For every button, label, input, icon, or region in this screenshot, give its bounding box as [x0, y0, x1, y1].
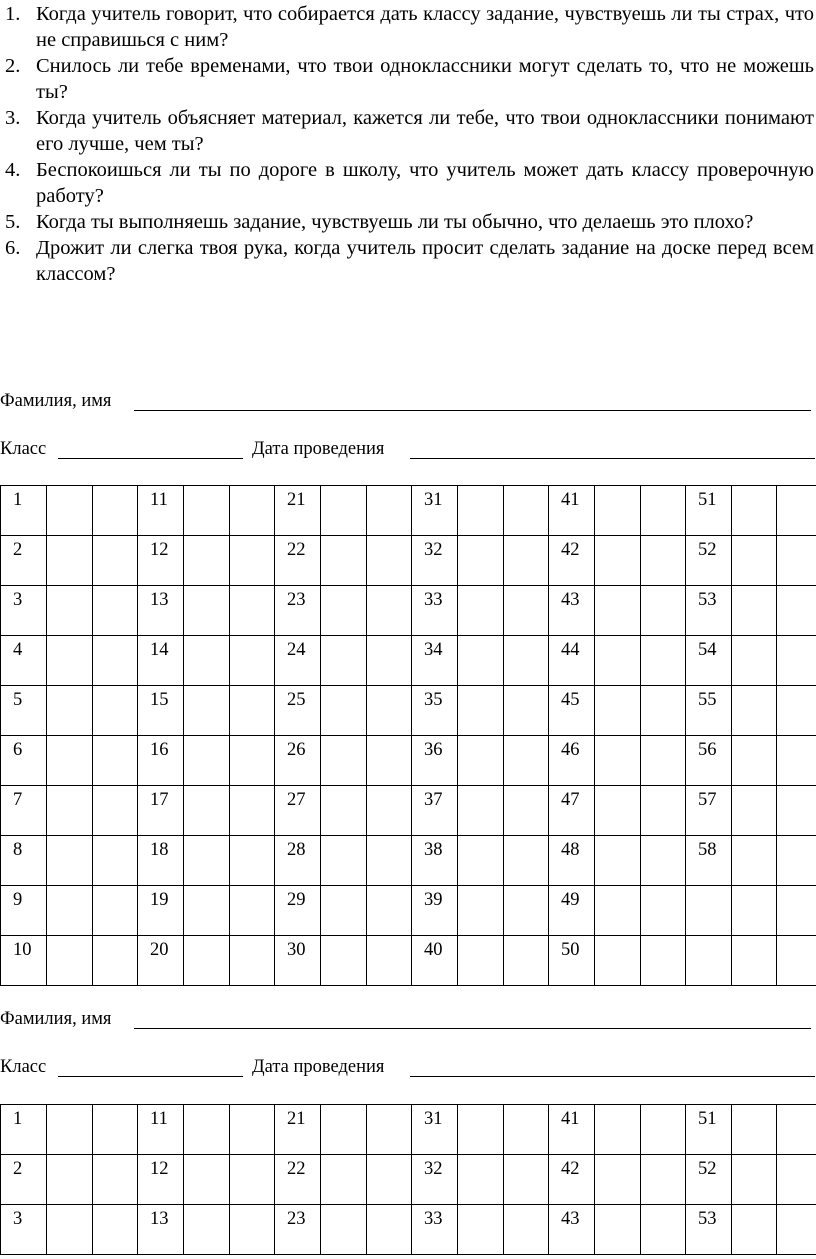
grid-answer-cell[interactable] [367, 886, 412, 936]
question-text: Дрожит ли слегка твоя рука, когда учитель просит сделать задание на доске перед всем классом? [36, 237, 814, 285]
grid-answer-cell[interactable] [641, 886, 686, 936]
grid-answer-cell[interactable] [367, 486, 412, 536]
question-text: Когда ты выполняешь задание, чувствуешь ли ты обычно, что делаешь это плохо? [36, 211, 754, 233]
grid-answer-cell[interactable] [367, 686, 412, 736]
grid-answer-cell[interactable] [367, 786, 412, 836]
grid-number-cell: 26 [275, 736, 321, 786]
grid-answer-cell[interactable] [777, 1155, 816, 1205]
grid-row [1, 1155, 816, 1205]
grid-answer-cell[interactable] [504, 586, 549, 636]
grid-answer-cell[interactable] [230, 886, 275, 936]
grid-answer-cell[interactable] [367, 936, 412, 986]
grid-answer-cell[interactable] [595, 886, 641, 936]
grid-answer-cell[interactable] [732, 786, 777, 836]
grid-answer-cell[interactable] [93, 936, 138, 986]
grid-answer-cell[interactable] [47, 536, 93, 586]
grid-answer-cell[interactable] [321, 736, 367, 786]
grid-answer-cell[interactable] [595, 536, 641, 586]
grid-answer-cell[interactable] [641, 686, 686, 736]
question-number: 4. [5, 159, 21, 181]
grid-answer-cell[interactable] [184, 1155, 230, 1205]
grid-answer-cell[interactable] [458, 536, 504, 586]
grid-answer-cell[interactable] [184, 536, 230, 586]
grid-number-cell [686, 886, 732, 936]
date-label: Дата проведения [252, 1057, 385, 1077]
grid-answer-cell[interactable] [641, 586, 686, 636]
grid-answer-cell[interactable] [47, 936, 93, 986]
grid-number-cell: 46 [549, 736, 595, 786]
grid-answer-cell[interactable] [777, 736, 816, 786]
grid-answer-cell[interactable] [732, 486, 777, 536]
question-list [0, 0, 816, 287]
grid-row [1, 836, 816, 886]
grid-answer-cell[interactable] [93, 586, 138, 636]
grid-answer-cell[interactable] [595, 486, 641, 536]
grid-answer-cell[interactable] [230, 736, 275, 786]
grid-answer-cell[interactable] [732, 1155, 777, 1205]
grid-answer-cell[interactable] [732, 936, 777, 986]
grid-number-cell: 8 [1, 836, 47, 886]
grid-answer-cell[interactable] [641, 736, 686, 786]
grid-number-cell: 32 [412, 1155, 458, 1205]
grid-number-cell: 13 [138, 1205, 184, 1255]
grid-answer-cell[interactable] [184, 586, 230, 636]
answer-grid [0, 485, 816, 986]
grid-answer-cell[interactable] [458, 836, 504, 886]
grid-answer-cell[interactable] [321, 636, 367, 686]
grid-answer-cell[interactable] [641, 936, 686, 986]
grid-answer-cell[interactable] [641, 1155, 686, 1205]
class-label: Класс [0, 1057, 47, 1077]
grid-number-cell: 14 [138, 636, 184, 686]
grid-answer-cell[interactable] [504, 786, 549, 836]
grid-number-cell: 27 [275, 786, 321, 836]
grid-number-cell: 20 [138, 936, 184, 986]
grid-answer-cell[interactable] [458, 1105, 504, 1155]
grid-number-cell: 36 [412, 736, 458, 786]
grid-answer-cell[interactable] [595, 1205, 641, 1255]
grid-number-cell: 39 [412, 886, 458, 936]
grid-number-cell: 24 [275, 636, 321, 686]
grid-number-cell: 50 [549, 936, 595, 986]
grid-answer-cell[interactable] [595, 586, 641, 636]
grid-number-cell: 43 [549, 586, 595, 636]
grid-number-cell: 34 [412, 636, 458, 686]
grid-answer-cell[interactable] [230, 1155, 275, 1205]
grid-number-cell: 41 [549, 486, 595, 536]
grid-answer-cell[interactable] [93, 836, 138, 886]
grid-number-cell: 4 [1, 636, 47, 686]
class-row [0, 439, 46, 460]
grid-number-cell: 42 [549, 536, 595, 586]
grid-answer-cell[interactable] [47, 886, 93, 936]
grid-number-cell: 56 [686, 736, 732, 786]
grid-answer-cell[interactable] [777, 636, 816, 686]
grid-answer-cell[interactable] [47, 686, 93, 736]
grid-number-cell: 38 [412, 836, 458, 886]
grid-number-cell: 13 [138, 586, 184, 636]
grid-answer-cell[interactable] [184, 1105, 230, 1155]
grid-row [1, 636, 816, 686]
grid-answer-cell[interactable] [777, 586, 816, 636]
question-number: 3. [5, 107, 21, 129]
grid-number-cell: 22 [275, 536, 321, 586]
grid-answer-cell[interactable] [641, 536, 686, 586]
grid-answer-cell[interactable] [504, 1205, 549, 1255]
name-row [0, 391, 111, 412]
grid-answer-cell[interactable] [47, 736, 93, 786]
grid-row [1, 1105, 816, 1155]
grid-answer-cell[interactable] [504, 1105, 549, 1155]
question-number: 1. [5, 3, 21, 25]
grid-number-cell: 42 [549, 1155, 595, 1205]
grid-answer-cell[interactable] [230, 536, 275, 586]
grid-answer-cell[interactable] [458, 886, 504, 936]
grid-answer-cell[interactable] [184, 636, 230, 686]
grid-row [1, 686, 816, 736]
grid-number-cell: 52 [686, 536, 732, 586]
grid-answer-cell[interactable] [458, 1155, 504, 1205]
grid-answer-cell[interactable] [230, 1205, 275, 1255]
grid-answer-cell[interactable] [230, 836, 275, 886]
grid-row [1, 1205, 816, 1255]
question-item [0, 105, 816, 157]
grid-answer-cell[interactable] [641, 786, 686, 836]
grid-number-cell: 16 [138, 736, 184, 786]
grid-answer-cell[interactable] [777, 786, 816, 836]
grid-row [1, 886, 816, 936]
grid-answer-cell[interactable] [230, 936, 275, 986]
grid-answer-cell[interactable] [458, 1205, 504, 1255]
grid-answer-cell[interactable] [184, 486, 230, 536]
grid-number-cell: 19 [138, 886, 184, 936]
grid-answer-cell[interactable] [732, 636, 777, 686]
class-field[interactable] [58, 458, 243, 459]
grid-number-cell: 58 [686, 836, 732, 886]
grid-row [1, 786, 816, 836]
grid-number-cell: 2 [1, 536, 47, 586]
grid-answer-cell[interactable] [504, 1155, 549, 1205]
grid-number-cell: 33 [412, 586, 458, 636]
grid-answer-cell[interactable] [367, 1155, 412, 1205]
question-text: Когда учитель объясняет материал, кажется ли тебе, что твои одноклассники понимают его лучше, чем ты? [36, 107, 814, 155]
grid-number-cell: 10 [1, 936, 47, 986]
grid-answer-cell[interactable] [641, 636, 686, 686]
grid-answer-cell[interactable] [47, 1105, 93, 1155]
grid-answer-cell[interactable] [504, 536, 549, 586]
grid-number-cell: 7 [1, 786, 47, 836]
grid-answer-cell[interactable] [47, 586, 93, 636]
grid-answer-cell[interactable] [47, 1205, 93, 1255]
grid-answer-cell[interactable] [321, 686, 367, 736]
grid-answer-cell[interactable] [47, 786, 93, 836]
grid-answer-cell[interactable] [504, 486, 549, 536]
grid-answer-cell[interactable] [93, 786, 138, 836]
grid-number-cell: 53 [686, 1205, 732, 1255]
grid-number-cell: 1 [1, 1105, 47, 1155]
grid-number-cell: 29 [275, 886, 321, 936]
grid-number-cell: 21 [275, 486, 321, 536]
grid-number-cell: 57 [686, 786, 732, 836]
date-field[interactable] [410, 458, 815, 459]
grid-answer-cell[interactable] [595, 1105, 641, 1155]
grid-number-cell: 49 [549, 886, 595, 936]
grid-answer-cell[interactable] [321, 1205, 367, 1255]
grid-number-cell: 23 [275, 1205, 321, 1255]
grid-answer-cell[interactable] [458, 736, 504, 786]
grid-row [1, 736, 816, 786]
grid-number-cell: 51 [686, 1105, 732, 1155]
grid-number-cell: 40 [412, 936, 458, 986]
grid-answer-cell[interactable] [458, 936, 504, 986]
grid-answer-cell[interactable] [184, 886, 230, 936]
grid-answer-cell[interactable] [732, 686, 777, 736]
grid-number-cell: 3 [1, 586, 47, 636]
grid-number-cell: 23 [275, 586, 321, 636]
question-number: 5. [5, 211, 21, 233]
grid-answer-cell[interactable] [47, 636, 93, 686]
grid-row [1, 586, 816, 636]
grid-answer-cell[interactable] [732, 886, 777, 936]
grid-answer-cell[interactable] [777, 686, 816, 736]
grid-number-cell: 44 [549, 636, 595, 686]
grid-number-cell: 37 [412, 786, 458, 836]
question-item [0, 209, 816, 235]
grid-row [1, 536, 816, 586]
grid-answer-cell[interactable] [367, 736, 412, 786]
grid-number-cell: 12 [138, 536, 184, 586]
grid-number-cell: 52 [686, 1155, 732, 1205]
grid-number-cell: 3 [1, 1205, 47, 1255]
question-text: Снилось ли тебе временами, что твои одноклассники могут сделать то, что не можешь ты? [36, 55, 814, 103]
grid-answer-cell[interactable] [367, 536, 412, 586]
grid-number-cell: 1 [1, 486, 47, 536]
grid-answer-cell[interactable] [184, 736, 230, 786]
grid-answer-cell[interactable] [230, 586, 275, 636]
grid-answer-cell[interactable] [595, 836, 641, 886]
question-item [0, 235, 816, 287]
grid-number-cell: 25 [275, 686, 321, 736]
grid-answer-cell[interactable] [732, 1105, 777, 1155]
name-field[interactable] [134, 1028, 811, 1029]
grid-answer-cell[interactable] [595, 636, 641, 686]
grid-answer-cell[interactable] [47, 486, 93, 536]
grid-answer-cell[interactable] [641, 486, 686, 536]
grid-answer-cell[interactable] [367, 836, 412, 886]
grid-answer-cell[interactable] [732, 586, 777, 636]
grid-answer-cell[interactable] [230, 686, 275, 736]
grid-answer-cell[interactable] [321, 836, 367, 886]
grid-answer-cell[interactable] [230, 636, 275, 686]
grid-number-cell: 28 [275, 836, 321, 886]
grid-number-cell: 31 [412, 486, 458, 536]
grid-answer-cell[interactable] [595, 786, 641, 836]
grid-answer-cell[interactable] [641, 836, 686, 886]
grid-answer-cell[interactable] [321, 586, 367, 636]
grid-answer-cell[interactable] [504, 886, 549, 936]
grid-number-cell: 32 [412, 536, 458, 586]
name-field[interactable] [134, 410, 811, 411]
grid-answer-cell[interactable] [184, 786, 230, 836]
grid-answer-cell[interactable] [184, 1205, 230, 1255]
grid-number-cell: 47 [549, 786, 595, 836]
grid-number-cell: 11 [138, 1105, 184, 1155]
grid-answer-cell[interactable] [777, 536, 816, 586]
question-item [0, 1, 816, 53]
grid-answer-cell[interactable] [777, 1205, 816, 1255]
grid-answer-cell[interactable] [321, 786, 367, 836]
grid-answer-cell[interactable] [458, 486, 504, 536]
grid-answer-cell[interactable] [595, 736, 641, 786]
grid-answer-cell[interactable] [458, 786, 504, 836]
date-label: Дата проведения [252, 439, 385, 459]
grid-answer-cell[interactable] [47, 1155, 93, 1205]
grid-number-cell [686, 936, 732, 986]
grid-answer-cell[interactable] [184, 936, 230, 986]
grid-answer-cell[interactable] [230, 786, 275, 836]
grid-answer-cell[interactable] [777, 836, 816, 886]
question-item [0, 53, 816, 105]
grid-number-cell: 45 [549, 686, 595, 736]
grid-answer-cell[interactable] [367, 586, 412, 636]
grid-number-cell: 53 [686, 586, 732, 636]
date-row [252, 1057, 384, 1078]
grid-answer-cell[interactable] [777, 936, 816, 986]
grid-number-cell: 35 [412, 686, 458, 736]
grid-answer-cell[interactable] [367, 636, 412, 686]
name-label: Фамилия, имя [0, 391, 112, 411]
grid-answer-cell[interactable] [777, 886, 816, 936]
grid-number-cell: 30 [275, 936, 321, 986]
grid-answer-cell[interactable] [184, 836, 230, 886]
class-field[interactable] [58, 1076, 243, 1077]
grid-answer-cell[interactable] [230, 1105, 275, 1155]
grid-answer-cell[interactable] [504, 636, 549, 686]
grid-answer-cell[interactable] [595, 686, 641, 736]
question-number: 2. [5, 55, 21, 77]
grid-answer-cell[interactable] [777, 1105, 816, 1155]
grid-answer-cell[interactable] [321, 486, 367, 536]
class-label: Класс [0, 439, 47, 459]
grid-row [1, 936, 816, 986]
answer-grid [0, 1104, 816, 1255]
grid-answer-cell[interactable] [93, 486, 138, 536]
grid-answer-cell[interactable] [93, 636, 138, 686]
date-row [252, 439, 384, 460]
grid-answer-cell[interactable] [93, 1205, 138, 1255]
grid-answer-cell[interactable] [458, 636, 504, 686]
grid-answer-cell[interactable] [93, 686, 138, 736]
grid-number-cell: 21 [275, 1105, 321, 1155]
grid-answer-cell[interactable] [93, 736, 138, 786]
grid-answer-cell[interactable] [93, 1105, 138, 1155]
grid-number-cell: 2 [1, 1155, 47, 1205]
grid-answer-cell[interactable] [732, 1205, 777, 1255]
grid-answer-cell[interactable] [321, 536, 367, 586]
grid-number-cell: 22 [275, 1155, 321, 1205]
grid-number-cell: 9 [1, 886, 47, 936]
grid-answer-cell[interactable] [321, 1105, 367, 1155]
grid-answer-cell[interactable] [93, 886, 138, 936]
question-text: Когда учитель говорит, что собирается дать классу задание, чувствуешь ли ты страх, что не справишься с ним? [36, 3, 814, 51]
grid-answer-cell[interactable] [641, 1105, 686, 1155]
grid-number-cell: 17 [138, 786, 184, 836]
grid-number-cell: 43 [549, 1205, 595, 1255]
question-item [0, 157, 816, 209]
grid-number-cell: 15 [138, 686, 184, 736]
grid-answer-cell[interactable] [777, 486, 816, 536]
grid-row [1, 486, 816, 536]
grid-answer-cell[interactable] [732, 836, 777, 886]
grid-answer-cell[interactable] [732, 736, 777, 786]
grid-answer-cell[interactable] [93, 536, 138, 586]
name-label: Фамилия, имя [0, 1009, 112, 1029]
grid-number-cell: 5 [1, 686, 47, 736]
grid-answer-cell[interactable] [504, 936, 549, 986]
grid-answer-cell[interactable] [595, 1155, 641, 1205]
question-text: Беспокоишься ли ты по дороге в школу, что учитель может дать классу проверочную работу? [36, 159, 814, 207]
grid-number-cell: 41 [549, 1105, 595, 1155]
grid-number-cell: 11 [138, 486, 184, 536]
grid-answer-cell[interactable] [47, 836, 93, 886]
grid-answer-cell[interactable] [367, 1205, 412, 1255]
grid-answer-cell[interactable] [93, 1155, 138, 1205]
grid-answer-cell[interactable] [595, 936, 641, 986]
grid-answer-cell[interactable] [504, 686, 549, 736]
grid-answer-cell[interactable] [321, 1155, 367, 1205]
grid-answer-cell[interactable] [230, 486, 275, 536]
grid-number-cell: 33 [412, 1205, 458, 1255]
grid-number-cell: 6 [1, 736, 47, 786]
grid-answer-cell[interactable] [504, 736, 549, 786]
question-number: 6. [5, 237, 21, 259]
grid-answer-cell[interactable] [641, 1205, 686, 1255]
grid-number-cell: 55 [686, 686, 732, 736]
grid-number-cell: 18 [138, 836, 184, 886]
grid-answer-cell[interactable] [184, 686, 230, 736]
grid-answer-cell[interactable] [367, 1105, 412, 1155]
grid-number-cell: 48 [549, 836, 595, 886]
grid-number-cell: 54 [686, 636, 732, 686]
grid-answer-cell[interactable] [321, 886, 367, 936]
grid-answer-cell[interactable] [321, 936, 367, 986]
grid-number-cell: 31 [412, 1105, 458, 1155]
grid-answer-cell[interactable] [504, 836, 549, 886]
grid-number-cell: 51 [686, 486, 732, 536]
grid-answer-cell[interactable] [732, 536, 777, 586]
grid-answer-cell[interactable] [458, 586, 504, 636]
date-field[interactable] [410, 1076, 815, 1077]
name-row [0, 1009, 111, 1030]
grid-answer-cell[interactable] [458, 686, 504, 736]
class-row [0, 1057, 46, 1078]
grid-number-cell: 12 [138, 1155, 184, 1205]
